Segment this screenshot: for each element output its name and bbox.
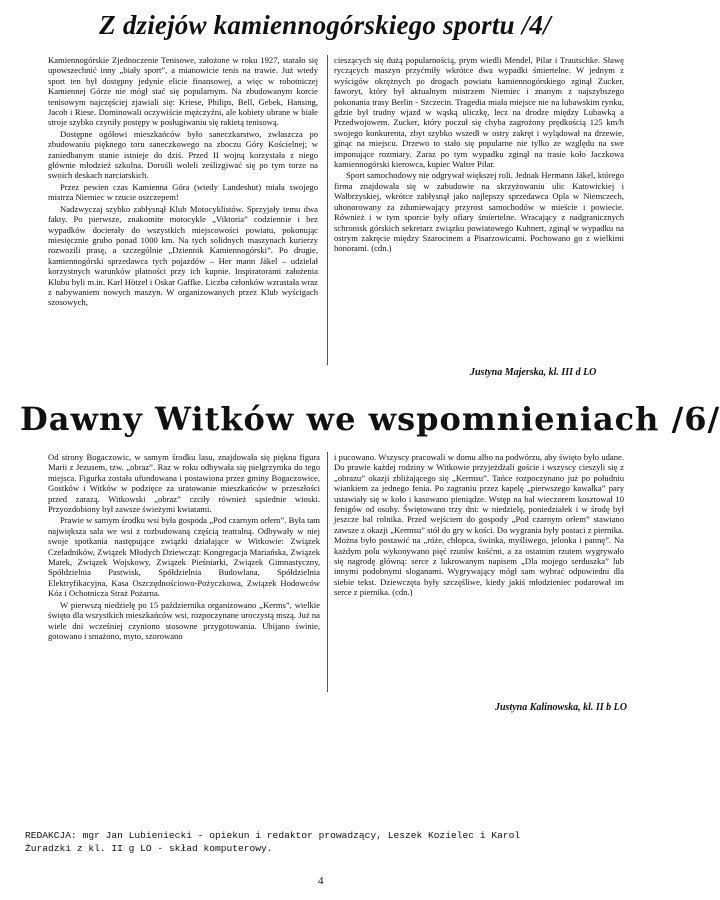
article2-right-column xyxy=(334,452,624,692)
article2-paragraph: i pucowano. Wszyscy pracowali w domu albo na podwórzu, aby święto było udane. Do prawie każdej rodziny w Witkowie przyjeżdżali goście i wszyscy cieszyli się z „obrazu” okazji zbliżającego się „Kermsu”. Tańce rozpoczynano już po południu wiankiem za jednego fenia. Po zagraniu przez kapelę „pierwszego kawałka” pary ustawiały się w koło i kasowano pieniądze. Wstęp na bal wieczorem kosztował 10 fenigów od osoby. Świętowano trzy dni: w niedzielę, poniedziałek i w środę był jeszcze bal rolnika. Przed wejściem do gospody „Pod czarnym orłem” stawiano zawsze z okazji „Kermsu” stół do gry w kości. Do wygrania były postaci z piernika. Można było postawić na „róże, chłopca, świnka, myśliwego, jelonka i pannę”. Na każdym polu wykonywano pięć rzutów kośćmi, a za ostatnim rzutem wygrywało się nagrodę główną: serce z lukrowanym napisem „Dla mojego serduszka” lub innymi podobnymi sloganami. Wygrywający mógł sam wybrać odpowiedni dla siebie tekst. Dziewczęta były szczęśliwe, kiedy jakiś młodzieniec podarował im serce z piernika. (cdn.) xyxy=(334,452,624,598)
article1-right-column xyxy=(334,55,624,355)
article1-left-column xyxy=(48,55,318,369)
article2-paragraph: W pierwszą niedzielę po 15 października organizowano „Kerms”, wielkie święto dla wszystkich mieszkańców wsi, rozpoczynane uroczystą mszą. Już na wiele dni wcześniej czyniono stosowne przygotowania. Ubijano świnie, gotowano i smażono, myto, szorowano xyxy=(48,599,320,641)
credits-line: Żuradzki z kl. II g LO - skład komputerowy. xyxy=(25,843,273,854)
article1-paragraph: cieszących się dużą popularnością, prym wiedli Mendel, Pilar i Trautschke. Sławę ryczących maszyn przyćmiły wkrótce dwa wypadki śmiertelne. W jednym z wyścigów okrężnych po drogach powiatu kamiennogórskiego zginął Zucker, faworyt, który był aktualnym mistrzem Niemiec i znanym z najszybszego pokonania trasy Berlin - Szczecin. Tragedia miała miejsce nie na lubawskim rynku, gdzie był trudny wjazd w wąską uliczkę, lecz na drodze między Lubawką a Przedwojowem. Zucker, który poczuł się chyba zagrożony prędkością 125 km/h swojego konkurenta, zbyt szybko wszedł w ostry zakręt i wylądował na drzewie, ginąc na miejscu. Drzewo to stało się popularne nie tylko ze względu na swe imponujące rozmiary. Zaraz po tym wypadku zginął na trasie koło Jaczkowa kamiennogórski kierowca, kupiec Walter Pilar. xyxy=(334,55,624,170)
page-number: 4 xyxy=(318,875,324,887)
column-divider xyxy=(327,452,328,692)
article2-title: Dawny Witków we wspomnieniach /6/ xyxy=(20,400,720,438)
article1-paragraph: Dostępne ogółowi mieszkańców było saneczkarstwo, zwłaszcza po zbudowaniu pięknego toru saneczkowego na zboczu Góry Kościelnej; w zaniedbanym stanie istnieje do dziś. Przed II wojną korzystała z niego głównie młodzież szkolna. Dorośli woleli ześlizgiwać się po tym torze na swoich deskach narciarskich. xyxy=(48,128,318,181)
column-divider xyxy=(327,55,328,365)
article1-paragraph: Kamiennogórskie Zjednoczenie Tenisowe, założone w roku 1927, starało się upowszechnić inny „biały sport”, a mianowicie tenis na trawie. Już wtedy sport ten był dostępny jedynie elicie finansowej, a więc w robotniczej Kamiennej Górze nie mógł stać się popularnym. Na zbudowanym korcie tenisowym najczęściej zjawiali się: Kriese, Philips, Bell, Gebek, Hansing, Jacob i Riese. Dominowali oczywiście mężczyźni, ale kobiety ubrane w białe stroje szybko czyniły postępy w posługiwaniu się rakietą tenisową. xyxy=(48,55,318,128)
article1-paragraph: Nadzwyczaj szybko zabłysnął Klub Motocyklistów. Sprzyjały temu dwa fakty. Po pierwsze, znakomite motocykle „Viktoria” codziennie i bez wypadków docierały do wszystkich miejscowości powiatu, pokonując miesięcznie grubo ponad 1000 km. Na tych solidnych maszynach kurierzy rozwozili prasę, a szczególnie „Dziennik Kamiennogórski”. Po drugie, kamiennogórski sprzedawca tych pojazdów – Her mann Jäkel – udzielał korzystnych warunków płatności przy ich kupnie. Inspiratorami założenia Klubu byli m.in. Karl Hötzel i Oskar Gaffke. Liczba członków wzrastała wraz z nabywaniem nowych maszyn. W organizowanych przez Klub wyścigach szosowych, xyxy=(48,203,318,308)
article1-paragraph: Przez pewien czas Kamienna Góra (wtedy Landeshut) miała swojego mistrza Niemiec w rzucie oszczepem! xyxy=(48,181,318,203)
article2-signature: Justyna Kalinowska, kl. II b LO xyxy=(495,702,627,713)
article2-left-column xyxy=(48,452,320,692)
article1-title: Z dziejów kamiennogórskiego sportu /4/ xyxy=(99,10,551,40)
article1-signature: Justyna Majerska, kl. III d LO xyxy=(470,367,597,378)
article2-paragraph: Prawie w samym środku wsi była gospoda „Pod czarnym orłem”. Była tam największa sala we wsi z rozbudowaną częścią teatralną. Odbywały w niej swoje spotkania następujące związki działające w Witkowie: Związek Czeladników, Związek Młodych Dziewcząt: Kongregacja Mariańska, Związek Matek, Związek Wojskowy, Związek Pieśniarki, Związek Gimnastyczny, Spółdzielnia Pastwisk, Spółdzielnia Budowlana, Spółdzielnia Elektryfikacyjna, Kasa Oszczędnościowo-Pożyczkowa, Związek Hodowców Kóz i Ochotnicza Straż Pożarna. xyxy=(48,515,320,599)
editorial-credits xyxy=(25,829,645,855)
article2-paragraph: Od strony Bogaczowic, w samym środku lasu, znajdowała się piękna figura Marii z Jezusem, tzw. „obraz”. Raz w roku odbywała się pielgrzymka do tego miejsca. Figurka została ufundowana i postawiona przez gminy Bogaczowice, Gostków i Witków w podzięce za uratowanie mieszkańców w przeszłości przed zarazą. Witkowski „obraz” czciły również sąsiednie wioski. Przyozdobiony był zawsze świeżymi kwiatami. xyxy=(48,452,320,515)
credits-line: REDAKCJA: mgr Jan Lubieniecki - opiekun i redaktor prowadzący, Leszek Kozielec i Karol xyxy=(25,830,521,841)
article1-paragraph: Sport samochodowy nie odgrywał większej roli. Jednak Hermann Jäkel, którego firma znajdowała się w zabudowie na skrzyżowaniu ulic Katowickiej i Wałbrzyskiej, wkrótce zabłysnął jako najlepszy sprzedawca Opla w Niemczech, uhonorowany za zdumiewający przyrost samochodów w mieście i powiecie. Również i w tym sporcie były ofiary śmiertelne. Wracający z nadgranicznych schronisk górskich sekretarz związku powiatowego Kuhnert, zginął w wypadku na ostrym zakręcie między Szarocinem a Pisarzowicami. Pochowano go z wielkimi honorami. (cdn.) xyxy=(334,170,624,254)
